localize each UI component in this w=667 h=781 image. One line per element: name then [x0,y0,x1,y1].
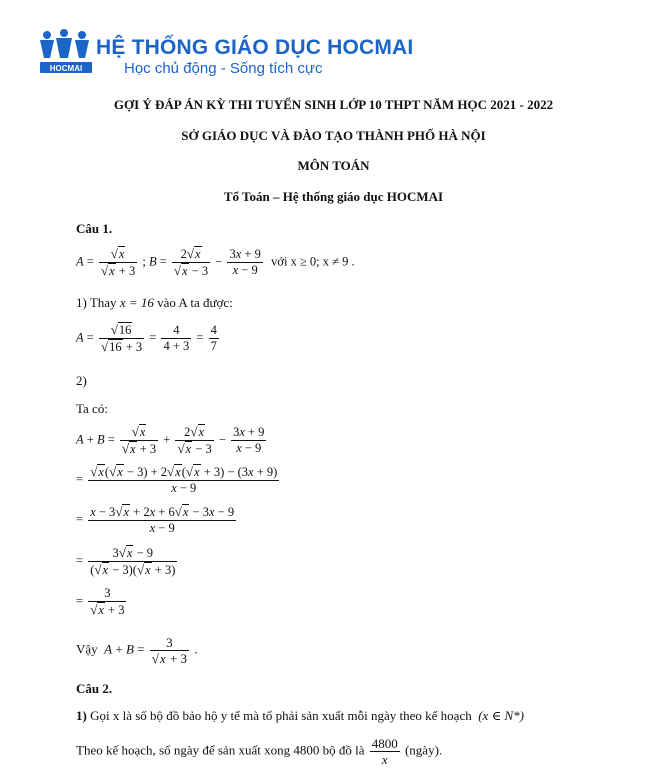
author-line: Tổ Toán – Hệ thống giáo dục HOCMAI [223,189,444,204]
brand-name: HỆ THỐNG GIÁO DỤC HOCMAI [96,36,414,59]
step-expanded: = $\frac{x - 3√x + 2x + 6√x - 3x - 9}{x - 9}$ [76,504,235,535]
part-1-line: 1) Thay x = 16 vào A ta được: [76,295,233,310]
subject-title: MÔN TOÁN [297,158,370,173]
condition-text: với x ≥ 0; x ≠ 9 . [271,254,355,269]
step-combined-fraction: = $\frac{√x(√x - 3) + 2√x(√x + 3) - (3x + 9)}{x - 9}$ [76,464,278,495]
department-title: SỞ GIÁO DỤC VÀ ĐÀO TẠO THÀNH PHỐ HÀ NỘI [181,128,486,143]
step-simplified: = $\frac{3}{√x + 3}$ [76,586,125,617]
exam-title: GỢI Ý ĐÁP ÁN KỲ THI TUYỂN SINH LỚP 10 THPT NĂM HỌC 2021 - 2022 [113,97,554,112]
sum-expression: A + B = $\frac{√x}{√x + 3}$ + $\frac{2√x}{√x - 3}$ − $\frac{3x + 9}{x - 9}$ [76,424,265,456]
part-2-label: 2) [76,373,87,388]
question-1-title: Câu 1. [76,221,113,236]
svg-text:HOCMAI: HOCMAI [49,64,83,73]
part-1-calculation: A = $\frac{√16}{√16 + 3}$ = $\frac{4}{4 + 3}$ = $\frac{4}{7}$ [76,322,217,354]
q2-part-1-line: 1) Gọi x là số bộ đồ bảo hộ y tế mà tổ phải sản xuất mỗi ngày theo kế hoạch (x ∈ N*) [76,708,524,723]
part-2-intro: Ta có: [76,401,108,416]
step-factored: = $\frac{3√x - 9}{(√x - 3)(√x + 3)}$ [76,545,176,577]
conclusion: Vậy A + B = $\frac{3}{√x + 3}$ . [76,635,198,666]
hocmai-logo [38,28,98,76]
given-expressions: A = $\frac{√x}{√x + 3}$ ; B = $\frac{2√x}{√x - 3}$ − $\frac{3x + 9}{x - 9}$ với x ≥ 0; x ≠ 9 . [76,246,355,278]
brand-slogan: Học chủ động - Sống tích cực [124,60,323,77]
q2-plan-days-line: Theo kế hoạch, số ngày để sản xuất xong 4800 bộ đồ là $\frac{4800}{x}$ (ngày). [76,736,443,767]
question-2-title: Câu 2. [76,681,113,696]
